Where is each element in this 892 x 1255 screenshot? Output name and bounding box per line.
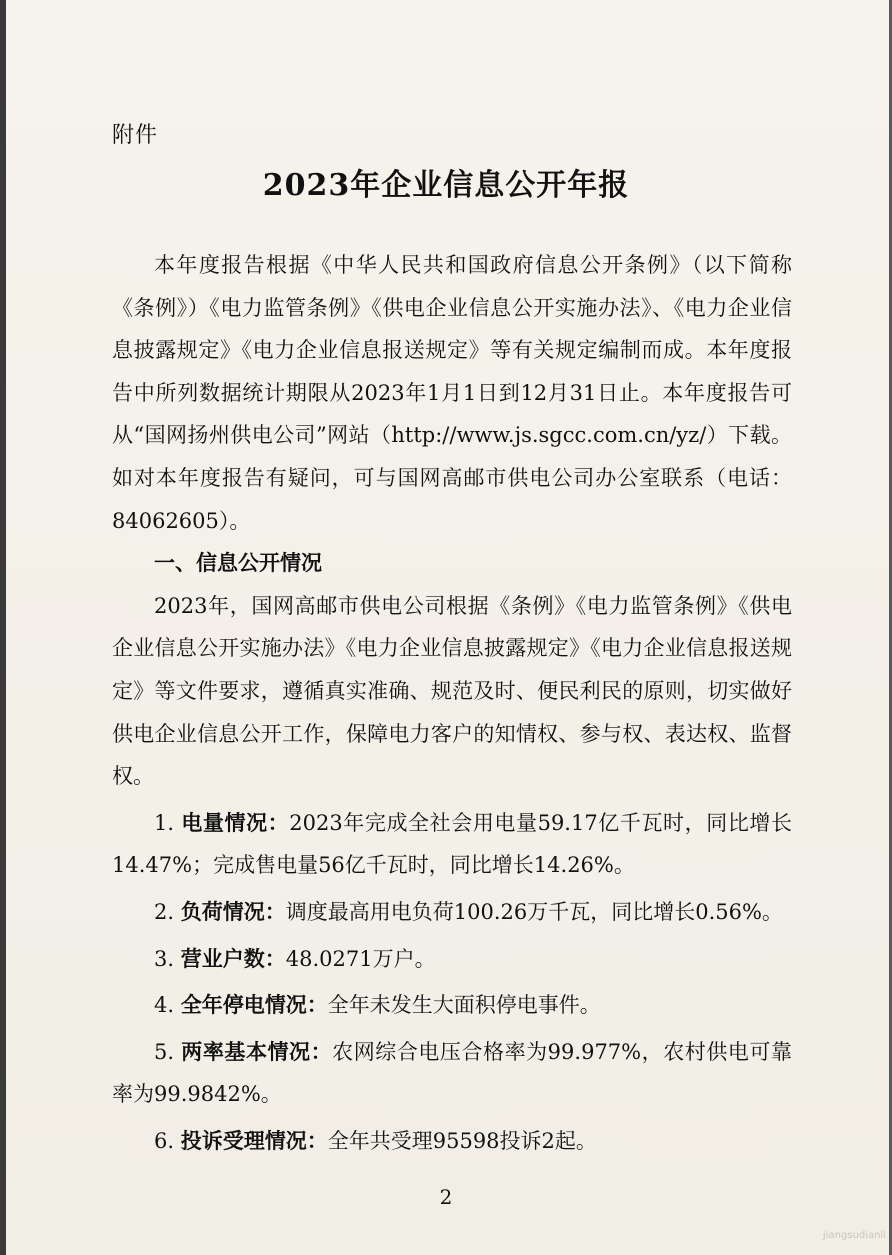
item-text: 48.0271万户。 — [285, 946, 436, 971]
item-label: 负荷情况： — [180, 899, 286, 924]
item-label: 全年停电情况： — [180, 993, 328, 1018]
item-text: 2023年完成全社会用电量59.17亿千瓦时，同比增长14.47%；完成售电量56亿千瓦时，同比增长14.26%。 — [112, 810, 793, 878]
document-title: 2023年企业信息公开年报 — [262, 168, 630, 203]
item-text: 农网综合电压合格率为99.977%，农村供电可靠率为99.9842%。 — [112, 1039, 792, 1107]
list-item-complaints: 6. 投诉受理情况：全年共受理95598投诉2起。 — [154, 1128, 597, 1153]
page-number: 2 — [439, 1185, 453, 1209]
document-body — [112, 244, 792, 1162]
list-item-electricity: 1. 电量情况：2023年完成全社会用电量59.17亿千瓦时，同比增长14.47%；完成售电量56亿千瓦时，同比增长14.26%。 — [112, 810, 793, 878]
attachment-label: 附件 — [112, 123, 159, 148]
list-item-outage: 4. 全年停电情况：全年未发生大面积停电事件。 — [154, 993, 601, 1018]
item-text: 全年未发生大面积停电事件。 — [327, 993, 601, 1018]
item-label: 两率基本情况： — [181, 1039, 333, 1064]
list-item-accounts: 3. 营业户数：48.0271万户。 — [154, 946, 436, 971]
section-paragraph: 2023年，国网高邮市供电公司根据《条例》《电力监管条例》《供电企业信息公开实施办法》《电力企业信息披露规定》《电力企业信息报送规定》等文件要求，遵循真实准确、规范及时、便民利民的原则，切实做好供电企业信息公开工作，保障电力客户的知情权、参与权、表达权、监督权。 — [112, 593, 792, 789]
item-text: 全年共受理95598投诉2起。 — [327, 1128, 597, 1153]
intro-paragraph: 本年度报告根据《中华人民共和国政府信息公开条例》（以下简称《条例》）《电力监管条例》《供电企业信息公开实施办法》、《电力企业信息披露规定》《电力企业信息报送规定》等有关规定编制而成。本年度报告中所列数据统计期限从2023年1月1日到12月31日止。本年度报告可从“国网扬州供电公司”网站（http://www.js.sgcc.com.cn/yz/）下载。如对本年度报告有疑问，可与国网高邮市供电公司办公室联系（电话：84062605）。 — [112, 253, 792, 533]
item-label: 营业户数： — [180, 946, 286, 971]
list-item-rates: 5. 两率基本情况：农网综合电压合格率为99.977%，农村供电可靠率为99.9842%。 — [112, 1039, 792, 1107]
watermark: jiangsudianli — [822, 1230, 886, 1241]
list-item-load: 2. 负荷情况：调度最高用电负荷100.26万千瓦，同比增长0.56%。 — [154, 899, 783, 924]
item-label: 电量情况： — [181, 810, 290, 835]
section-heading: 一、信息公开情况 — [154, 551, 322, 576]
item-label: 投诉受理情况： — [180, 1128, 328, 1153]
item-text: 调度最高用电负荷100.26万千瓦，同比增长0.56%。 — [285, 899, 783, 924]
